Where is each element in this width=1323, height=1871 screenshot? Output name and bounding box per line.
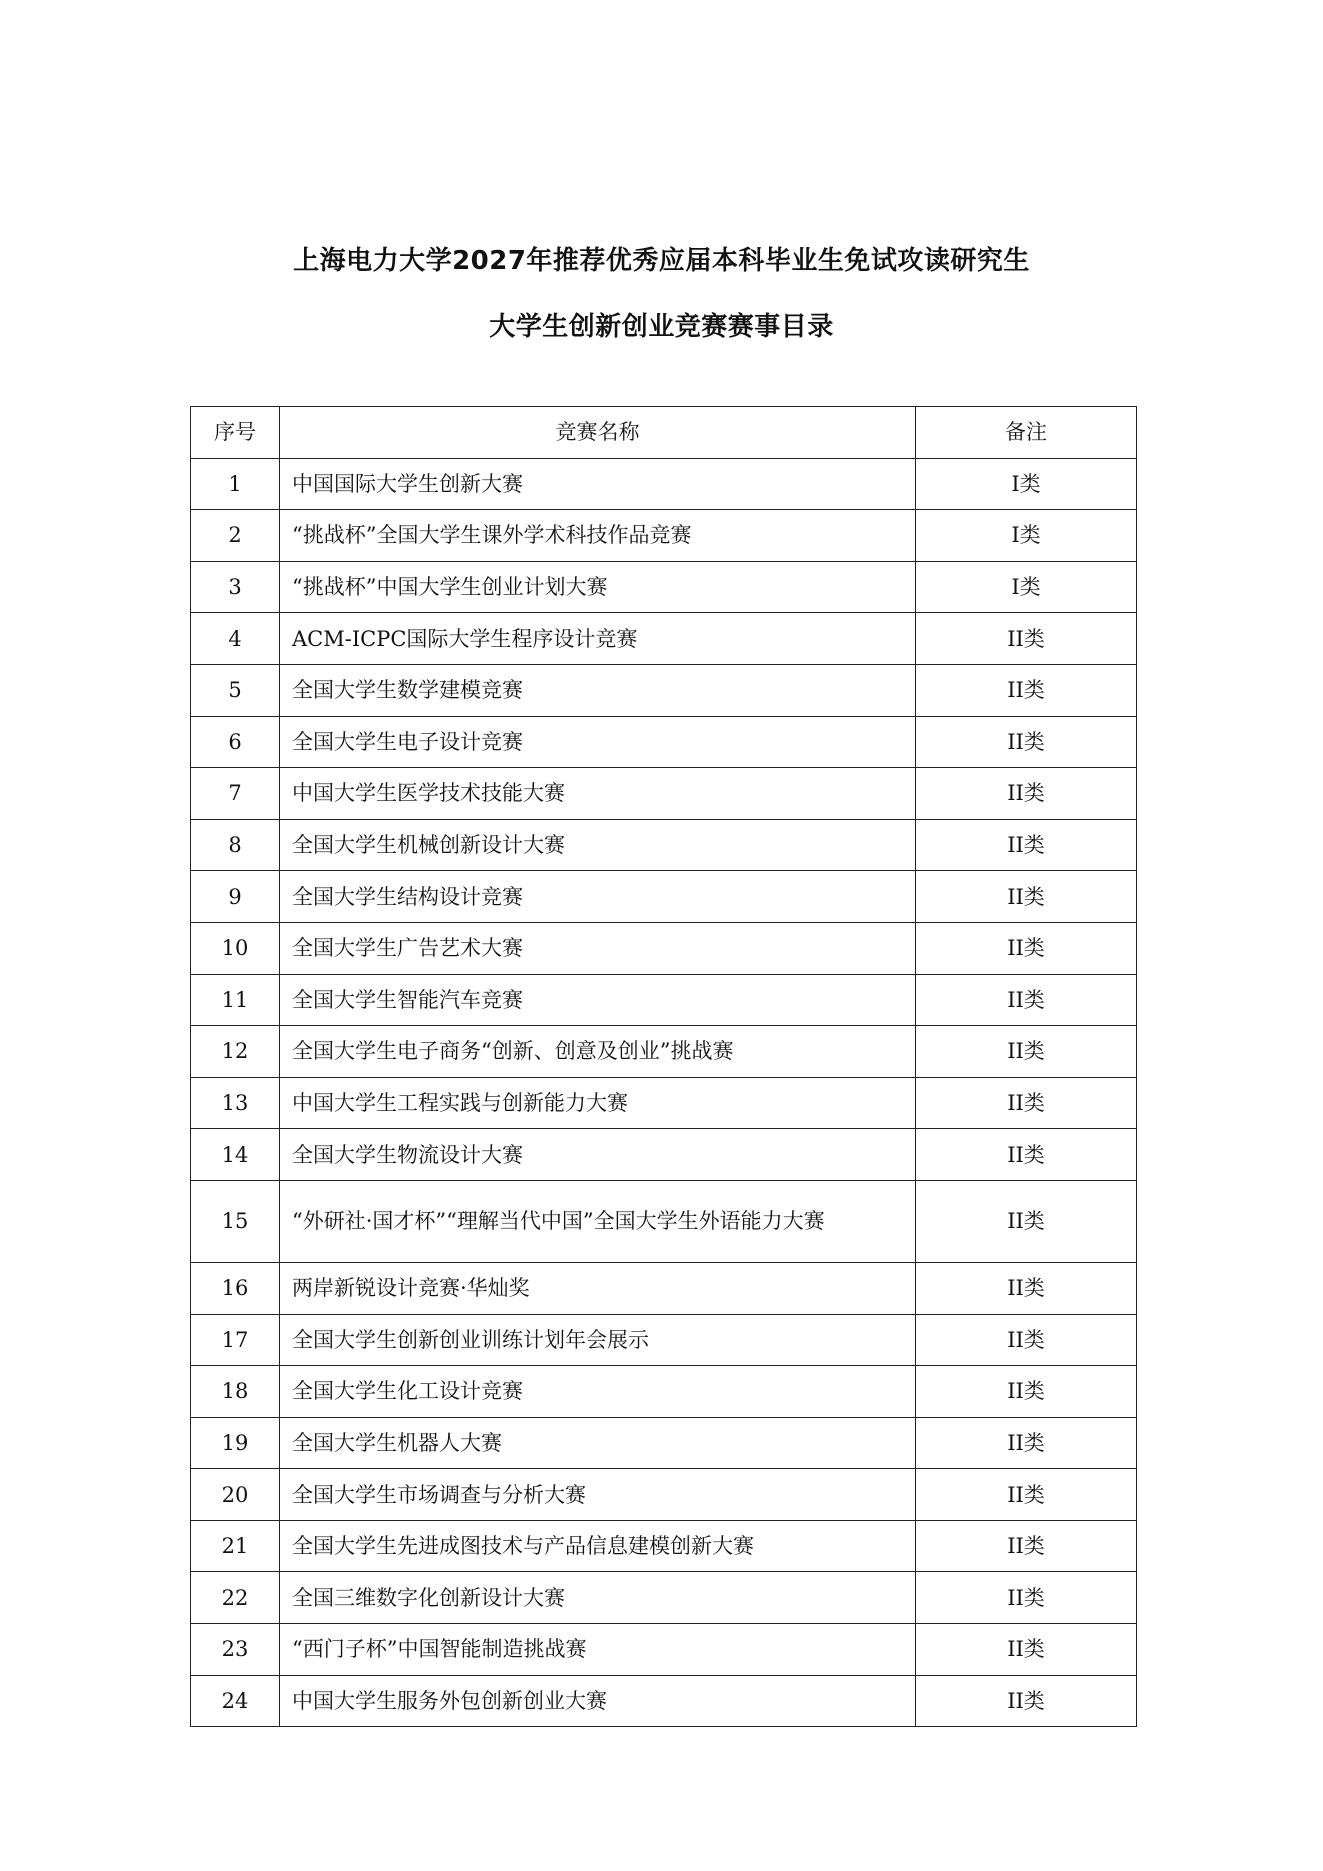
row-serial-number: 11 [191, 974, 280, 1026]
row-serial-number: 21 [191, 1520, 280, 1572]
row-remark-category: II类 [916, 1675, 1137, 1727]
row-remark-category: II类 [916, 819, 1137, 871]
row-remark-category: II类 [916, 1417, 1137, 1469]
row-competition-name: 中国大学生医学技术技能大赛 [280, 768, 916, 820]
table-row [191, 974, 1137, 1026]
row-serial-number: 20 [191, 1469, 280, 1521]
row-remark-category: II类 [916, 1026, 1137, 1078]
table-row [191, 458, 1137, 510]
row-remark-category: II类 [916, 1624, 1137, 1676]
row-serial-number: 19 [191, 1417, 280, 1469]
table-row [191, 510, 1137, 562]
table-row [191, 871, 1137, 923]
table-row [191, 1262, 1137, 1314]
row-serial-number: 14 [191, 1129, 280, 1181]
row-serial-number: 5 [191, 664, 280, 716]
header-competition-name: 竞赛名称 [280, 407, 916, 459]
table-row [191, 716, 1137, 768]
row-serial-number: 9 [191, 871, 280, 923]
row-remark-category: II类 [916, 768, 1137, 820]
row-competition-name: 中国大学生服务外包创新创业大赛 [280, 1675, 916, 1727]
table-row [191, 1572, 1137, 1624]
table-row [191, 1417, 1137, 1469]
row-serial-number: 23 [191, 1624, 280, 1676]
row-remark-category: II类 [916, 1572, 1137, 1624]
row-serial-number: 13 [191, 1077, 280, 1129]
header-remarks: 备注 [916, 407, 1137, 459]
row-competition-name: 全国大学生结构设计竞赛 [280, 871, 916, 923]
row-competition-name: 全国大学生先进成图技术与产品信息建模创新大赛 [280, 1520, 916, 1572]
row-serial-number: 18 [191, 1366, 280, 1418]
row-competition-name: 全国大学生市场调查与分析大赛 [280, 1469, 916, 1521]
row-remark-category: II类 [916, 716, 1137, 768]
row-remark-category: II类 [916, 613, 1137, 665]
row-remark-category: II类 [916, 1180, 1137, 1262]
table-row [191, 1469, 1137, 1521]
row-serial-number: 2 [191, 510, 280, 562]
row-remark-category: I类 [916, 510, 1137, 562]
row-competition-name: 全国大学生数学建模竞赛 [280, 664, 916, 716]
row-remark-category: II类 [916, 1366, 1137, 1418]
row-remark-category: II类 [916, 1262, 1137, 1314]
document-title-line-2: 大学生创新创业竞赛赛事目录 [489, 312, 834, 342]
row-competition-name: 全国大学生机器人大赛 [280, 1417, 916, 1469]
row-competition-name: 全国大学生电子设计竞赛 [280, 716, 916, 768]
row-remark-category: II类 [916, 1077, 1137, 1129]
table-body [191, 458, 1137, 1727]
table-row [191, 1180, 1137, 1262]
row-remark-category: II类 [916, 974, 1137, 1026]
row-competition-name: ACM-ICPC国际大学生程序设计竞赛 [280, 613, 916, 665]
table-row [191, 561, 1137, 613]
row-serial-number: 10 [191, 922, 280, 974]
row-remark-category: I类 [916, 458, 1137, 510]
row-serial-number: 7 [191, 768, 280, 820]
row-remark-category: II类 [916, 1314, 1137, 1366]
table-row [191, 1366, 1137, 1418]
row-serial-number: 22 [191, 1572, 280, 1624]
row-competition-name: 全国大学生创新创业训练计划年会展示 [280, 1314, 916, 1366]
row-serial-number: 12 [191, 1026, 280, 1078]
row-competition-name: 两岸新锐设计竞赛·华灿奖 [280, 1262, 916, 1314]
row-competition-name: 全国大学生机械创新设计大赛 [280, 819, 916, 871]
row-competition-name: 中国大学生工程实践与创新能力大赛 [280, 1077, 916, 1129]
row-remark-category: II类 [916, 1520, 1137, 1572]
table-row [191, 664, 1137, 716]
row-competition-name: 全国大学生物流设计大赛 [280, 1129, 916, 1181]
row-remark-category: I类 [916, 561, 1137, 613]
row-serial-number: 4 [191, 613, 280, 665]
competition-catalog-table [190, 406, 1137, 1727]
row-serial-number: 6 [191, 716, 280, 768]
row-remark-category: II类 [916, 664, 1137, 716]
row-remark-category: II类 [916, 1469, 1137, 1521]
row-serial-number: 3 [191, 561, 280, 613]
row-serial-number: 17 [191, 1314, 280, 1366]
table-row [191, 768, 1137, 820]
table-row [191, 1026, 1137, 1078]
table-row [191, 1077, 1137, 1129]
table-row [191, 922, 1137, 974]
row-competition-name: 全国大学生智能汽车竞赛 [280, 974, 916, 1026]
row-competition-name: 全国三维数字化创新设计大赛 [280, 1572, 916, 1624]
row-remark-category: II类 [916, 871, 1137, 923]
table-row [191, 819, 1137, 871]
row-serial-number: 24 [191, 1675, 280, 1727]
document-title-line-1: 上海电力大学2027年推荐优秀应届本科毕业生免试攻读研究生 [293, 246, 1030, 276]
row-serial-number: 16 [191, 1262, 280, 1314]
row-competition-name: “西门子杯”中国智能制造挑战赛 [280, 1624, 916, 1676]
row-remark-category: II类 [916, 922, 1137, 974]
table-row [191, 613, 1137, 665]
row-competition-name: “外研社·国才杯”“理解当代中国”全国大学生外语能力大赛 [280, 1180, 916, 1262]
row-serial-number: 1 [191, 458, 280, 510]
row-competition-name: 全国大学生电子商务“创新、创意及创业”挑战赛 [280, 1026, 916, 1078]
row-serial-number: 15 [191, 1180, 280, 1262]
row-remark-category: II类 [916, 1129, 1137, 1181]
table-header-row [191, 407, 1137, 459]
table-row [191, 1624, 1137, 1676]
row-competition-name: 中国国际大学生创新大赛 [280, 458, 916, 510]
row-serial-number: 8 [191, 819, 280, 871]
table-row [191, 1675, 1137, 1727]
row-competition-name: “挑战杯”中国大学生创业计划大赛 [280, 561, 916, 613]
row-competition-name: 全国大学生化工设计竞赛 [280, 1366, 916, 1418]
row-competition-name: 全国大学生广告艺术大赛 [280, 922, 916, 974]
table-row [191, 1520, 1137, 1572]
row-competition-name: “挑战杯”全国大学生课外学术科技作品竞赛 [280, 510, 916, 562]
table-row [191, 1129, 1137, 1181]
table-row [191, 1314, 1137, 1366]
header-serial-number: 序号 [191, 407, 280, 459]
